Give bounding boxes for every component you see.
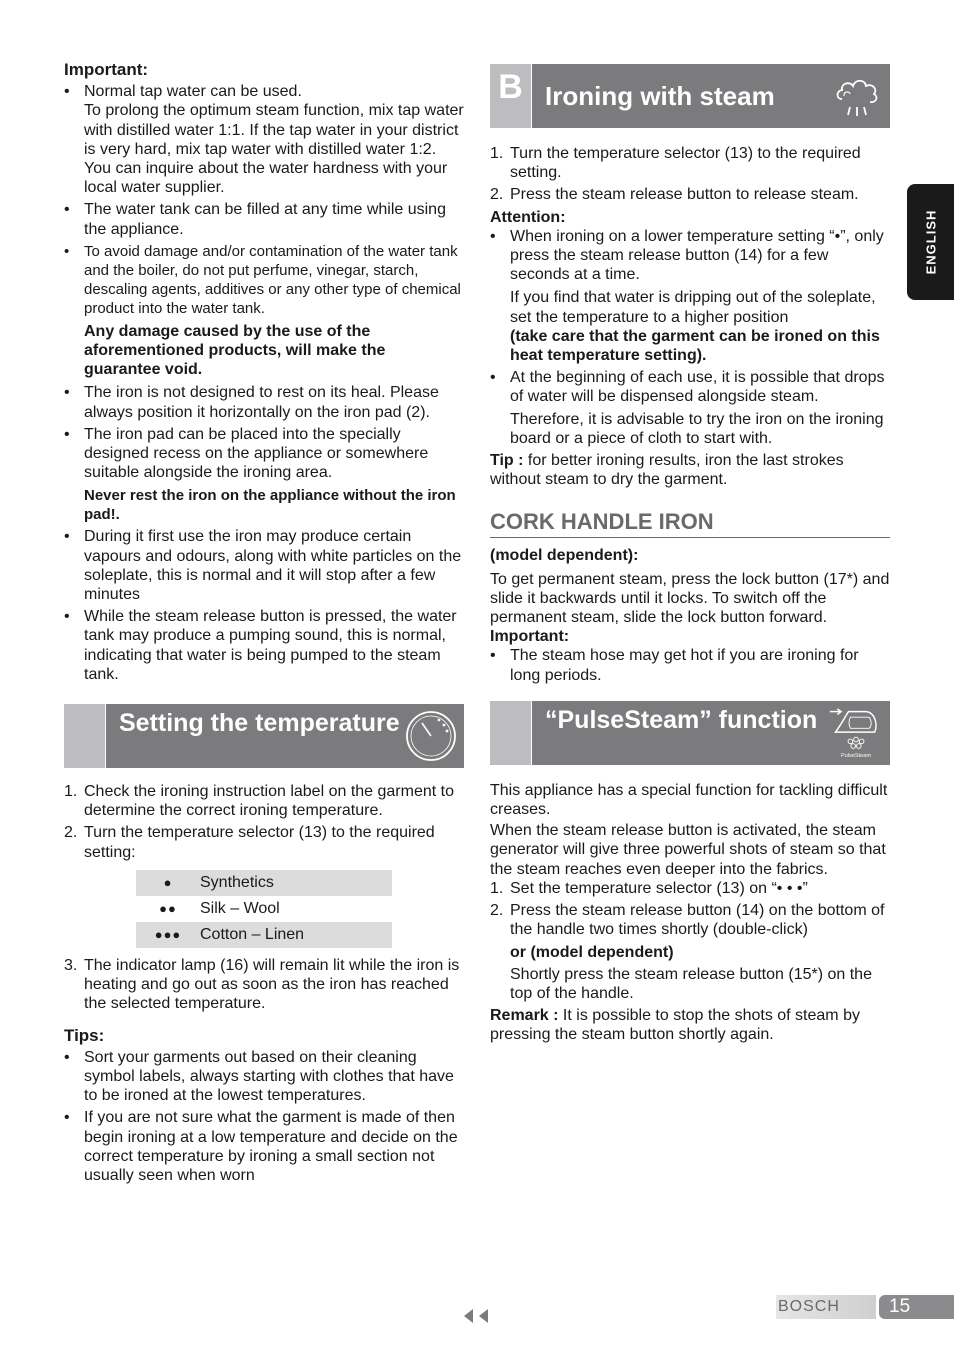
banner-tab: [490, 701, 532, 765]
iron-pad-warning: Never rest the iron on the appliance without the iron pad!.: [84, 487, 456, 524]
footer-brand: BOSCH: [776, 1295, 876, 1319]
temp-dots: ●●●: [154, 926, 182, 942]
temp-dots: ●●: [159, 900, 177, 916]
temp-step-2: [64, 823, 464, 861]
important-heading: Important:: [64, 60, 149, 79]
cork-handle-text: To get permanent steam, press the lock button (17*) and slide it backwards until it locks. To switch off the permanent steam, slide the lock button forward.: [490, 570, 890, 627]
pulse-intro-1: This appliance has a special function for tackling difficult creases.: [490, 781, 888, 819]
model-dependent-label: (model dependent):: [490, 547, 639, 565]
banner-title: “PulseSteam” function: [545, 705, 818, 734]
tip-item-sort: • Sort your garments out based on their cleaning symbol labels, always starting with clothes that have to be ironed at the lowest temperatures.: [64, 1048, 464, 1106]
remark-label: Remark :: [490, 1007, 559, 1025]
cork-handle-heading: CORK HANDLE IRON: [490, 509, 890, 538]
banner-title: Setting the temperature: [119, 709, 400, 738]
banner-pulsesteam: [490, 701, 890, 765]
important-item-text: To prolong the optimum steam function, mix tap water with distilled water 1:1. If the tap water in your district is very hard, mix tap water with distilled water 1:2.: [84, 102, 464, 158]
step-text: Press the steam release button (14) on the bottom of the handle two times shortly (double-click): [510, 902, 885, 939]
step-text: Check the ironing instruction label on the garment to determine the correct ironing temperature.: [84, 783, 454, 820]
temp-dots: ●: [163, 874, 173, 890]
remark-paragraph: [490, 1006, 890, 1044]
temp-row: [136, 896, 392, 922]
important-heading: Important:: [490, 628, 570, 646]
temperature-table: [136, 870, 392, 948]
important-item-chemicals: • To avoid damage and/or contamination of the water tank and the boiler, do not put perfume, vinegar, starch, descaling agents, additives or any other type of chemical product into the water tank.: [64, 242, 464, 318]
attention-item-low-temp: [490, 227, 890, 365]
attention-text: • At the beginning of each use, it is possible that drops of water will be dispensed alongside steam.: [510, 369, 885, 406]
step-text: Set the temperature selector (13) on “• • •”: [510, 879, 808, 897]
important-item-first-use: • During it first use the iron may produce certain vapours and odours, along with white particles on the soleplate, this is normal and it will stop after a few minutes: [64, 527, 464, 604]
banner-setting-temperature: [64, 704, 464, 768]
important-item-pumping: • While the steam release button is pressed, the water tank may produce a pumping sound, this is normal, indicating that water is being pumped to the steam tank.: [64, 607, 464, 684]
left-column: [64, 60, 464, 1188]
steam-step-1: [490, 144, 890, 182]
attention-heading: Attention:: [490, 208, 566, 226]
page-number: 15: [879, 1295, 954, 1319]
tip-label: Tip :: [490, 452, 524, 470]
temp-row: [136, 922, 392, 948]
tip-paragraph: [490, 451, 890, 489]
important-item-text: You can inquire about the water hardness with your local water supplier.: [84, 160, 448, 197]
important-item-hose: • The steam hose may get hot if you are ironing for long periods.: [490, 646, 890, 684]
previous-page-icon[interactable]: [462, 1307, 492, 1325]
temp-step-1: [64, 782, 464, 820]
temp-step-3: [64, 956, 464, 1014]
important-item-tank: • The water tank can be filled at any time while using the appliance.: [64, 200, 464, 238]
important-item-iron-pad: • The iron pad can be placed into the specially designed recess on the appliance or somewhere suitable alongside the ironing area.: [64, 425, 464, 483]
pulsesteam-iron-icon: [826, 706, 886, 760]
temp-label: Synthetics: [200, 873, 274, 891]
pulse-intro-2: When the steam release button is activated, the steam generator will give three powerful shots of steam so that the steam reaches even deeper into the fabrics.: [490, 822, 886, 878]
pulse-step-2: [490, 901, 890, 1003]
temp-row: [136, 870, 392, 896]
attention-text: • When ironing on a lower temperature setting “•”, only press the steam release button (14) for a few seconds at a time.: [510, 227, 884, 284]
pulsesteam-icon-label: PulseSteam: [840, 753, 872, 760]
temp-label: Cotton – Linen: [200, 925, 305, 943]
language-tab-label: ENGLISH: [922, 209, 938, 275]
step-number: 2.: [490, 186, 504, 204]
step-number: 1.: [64, 783, 78, 801]
attention-item-drops: [490, 368, 890, 448]
attention-text: Therefore, it is advisable to try the iron on the ironing board or a piece of cloth to start with.: [510, 410, 884, 447]
banner-letter: B: [490, 64, 532, 128]
step-number: 1.: [490, 879, 504, 897]
step-text: Press the steam release button to release steam.: [510, 186, 859, 204]
step-text: Turn the temperature selector (13) to the required setting.: [510, 145, 861, 182]
banner-title: Ironing with steam: [545, 81, 775, 111]
step-alternative: or (model dependent): [510, 943, 674, 961]
important-item-text: • Normal tap water can be used.: [84, 83, 302, 101]
steam-icon: [830, 69, 884, 123]
step-number: 2.: [64, 824, 78, 842]
banner-ironing-steam: [490, 64, 890, 128]
important-item-rest: • The iron is not designed to rest on its heal. Please always position it horizontally on the iron pad (2).: [64, 383, 464, 421]
banner-tab: [64, 704, 106, 768]
important-item-tap-water: [64, 82, 464, 197]
attention-warning: (take care that the garment can be ironed on this heat temperature setting).: [510, 327, 880, 365]
step-number: 2.: [490, 902, 504, 920]
step-text: Shortly press the steam release button (15*) on the top of the handle.: [510, 965, 872, 1002]
steam-step-2: [490, 185, 890, 204]
step-number: 3.: [64, 956, 78, 974]
language-tab: [907, 184, 954, 300]
temp-label: Silk – Wool: [200, 899, 280, 917]
step-number: 1.: [490, 145, 504, 162]
remark-text: It is possible to stop the shots of steam by pressing the steam button shortly again.: [490, 1007, 860, 1044]
step-text: The indicator lamp (16) will remain lit while the iron is heating and go out as soon as the iron has reached the selected temperature.: [84, 956, 460, 1013]
step-text: Turn the temperature selector (13) to the required setting:: [84, 824, 435, 861]
guarantee-warning: Any damage caused by the use of the aforementioned products, will make the guarantee void.: [84, 322, 386, 379]
pulse-step-1: [490, 879, 890, 898]
attention-text: If you find that water is dripping out of the soleplate, set the temperature to a higher position: [510, 289, 876, 326]
tip-item-unsure: • If you are not sure what the garment is made of then begin ironing at a low temperature and decide on the correct temperature by ironing a small section not usually seen when worn: [64, 1108, 464, 1185]
temperature-dial-icon: [404, 709, 458, 763]
tips-heading: Tips:: [64, 1025, 105, 1045]
right-column: [490, 64, 890, 1045]
tip-text: for better ironing results, iron the last strokes without steam to dry the garment.: [490, 452, 844, 489]
